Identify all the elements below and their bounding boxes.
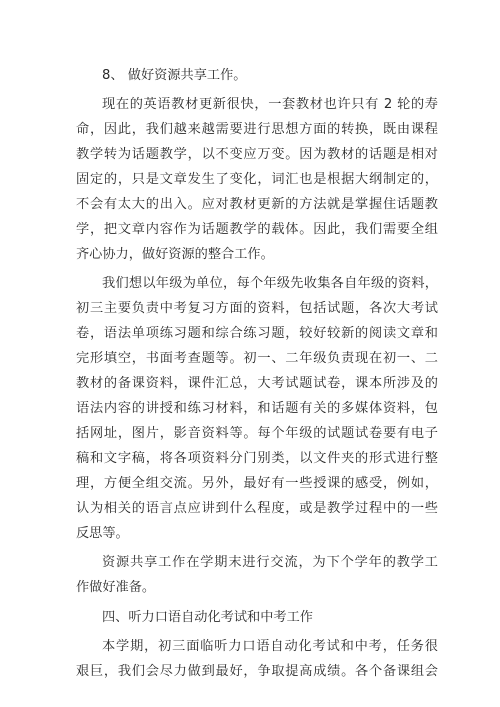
paragraph-line: 艰巨，我们会尽力做到最好，争取提高成绩。各个备课组会 xyxy=(76,664,438,679)
section-heading-4: 四、听力口语自动化考试和中考工作 xyxy=(102,610,313,625)
paragraph-line: 不会有太大的出入。应对教材更新的方法就是掌握住话题教 xyxy=(76,197,438,212)
paragraph-line: 资源共享工作在学期末进行交流，为下个学年的教学工 xyxy=(102,555,438,570)
paragraph-line: 稿和文字稿，将各项资料分门别类，以文件夹的形式进行整 xyxy=(76,451,438,466)
paragraph-line: 理，方便全组交流。另外，最好有一些授课的感受，例如， xyxy=(76,476,438,491)
paragraph-line: 语法内容的讲授和练习材料，和话题有关的多媒体资料，包 xyxy=(76,401,438,416)
paragraph-line: 括网址，图片，影音资料等。每个年级的试题试卷要有电子 xyxy=(76,426,438,441)
paragraph-line: 教材的备课资料，课件汇总，大考试题试卷，课本所涉及的 xyxy=(76,376,438,391)
paragraph-line: 现在的英语教材更新很快，一套教材也许只有 2 轮的寿 xyxy=(102,97,438,112)
section-heading-8: 8、 做好资源共享工作。 xyxy=(102,68,247,83)
paragraph-line: 我们想以年级为单位，每个年级先收集各自年级的资料， xyxy=(102,276,438,291)
paragraph-line: 卷，语法单项练习题和综合练习题，较好较新的阅读文章和 xyxy=(76,326,438,341)
paragraph-line: 学，把文章内容作为话题教学的载体。因此，我们需要全组 xyxy=(76,222,438,237)
paragraph-line: 本学期，初三面临听力口语自动化考试和中考，任务很 xyxy=(102,639,438,654)
paragraph-line: 完形填空，书面考查题等。初一、二年级负责现在初一、二 xyxy=(76,351,438,366)
paragraph-line: 命，因此，我们越来越需要进行思想方面的转换，既由课程 xyxy=(76,122,438,137)
paragraph-line: 齐心协力，做好资源的整合工作。 xyxy=(76,247,274,262)
paragraph-line: 反思等。 xyxy=(76,526,129,541)
paragraph-line: 固定的，只是文章发生了变化，词汇也是根据大纲制定的， xyxy=(76,172,438,187)
paragraph-line: 认为相关的语言点应讲到什么程度，或是教学过程中的一些 xyxy=(76,501,438,516)
paragraph-line: 初三主要负责中考复习方面的资料，包括试题，各次大考试 xyxy=(76,301,438,316)
paragraph-line: 作做好准备。 xyxy=(76,580,156,595)
paragraph-line: 教学转为话题教学，以不变应万变。因为教材的话题是相对 xyxy=(76,147,438,162)
